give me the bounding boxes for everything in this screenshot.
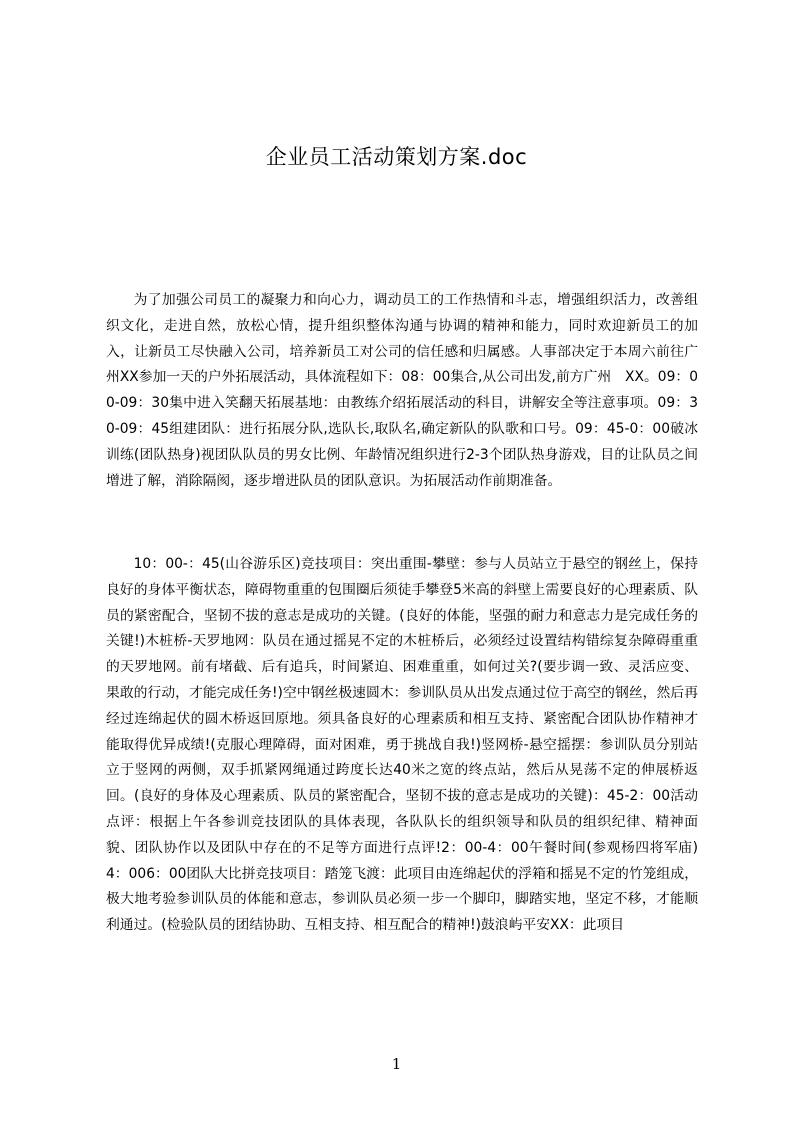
body-paragraph-intro: 为了加强公司员工的凝聚力和向心力，调动员工的工作热情和斗志，增强组织活力，改善组织文化，走进自然，放松心情，提升组织整体沟通与协调的精神和能力，同时欢迎新员工的加入，让新员工尽快融入公司，培养新员工对公司的信任感和归属感。人事部决定于本周六前往广州XX参加一天的户外拓展活动，具体流程如下：08：00集合,从公司出发,前方广州 XX。09：00-09：30集中进入笑翻天拓展基地：由教练介绍拓展活动的科目，讲解安全等注意事项。09：30-09：45组建团队：进行拓展分队,选队长,取队名,确定新队的队歌和口号。09：45-0：00破冰训练(团队热身)视团队队员的男女比例、年龄情况组织进行2-3个团队热身游戏，目的让队员之间增进了解，消除隔阂，逐步增进队员的团队意识。为拓展活动作前期准备。 bbox=[106, 292, 698, 489]
page-number: 1 bbox=[391, 1055, 402, 1073]
body-paragraph-schedule: 10：00-：45(山谷游乐区)竞技项目：突出重围-攀壁：参与人员站立于悬空的钢丝上，保持良好的身体平衡状态，障碍物重重的包围圈后须徒手攀登5米高的斜壁上需要良好的心理素质、队员的紧密配合，坚韧不拔的意志是成功的关键。(良好的体能，坚强的耐力和意志力是完成任务的关键!)木桩桥-天罗地网：队员在通过摇晃不定的木桩桥后，必须经过设置结构错综复杂障碍重重的天罗地网。前有堵截、后有追兵，时间紧迫、困难重重，如何过关?(要步调一致、灵活应变、果敢的行动，才能完成任务!)空中钢丝极速圆木：参训队员从出发点通过位于高空的钢丝，然后再经过连绵起伏的圆木桥返回原地。须具备良好的心理素质和相互支持、紧密配合团队协作精神才能取得优异成绩!(克服心理障碍，面对困难，勇于挑战自我!)竖网桥-悬空摇摆：参训队员分别站立于竖网的两侧，双手抓紧网绳通过跨度长达40米之宽的终点站，然后从晃荡不定的伸展桥返回。(良好的身体及心理素质、队员的紧密配合，坚韧不拔的意志是成功的关键)：45-2：00活动点评：根据上午各参训竞技团队的具体表现，各队队长的组织领导和队员的组织纪律、精神面貌、团队协作以及团队中存在的不足等方面进行点评!2：00-4：00午餐时间(参观杨四将军庙)4：006：00团队大比拼竞技项目：踏笼飞渡：此项目由连绵起伏的浮箱和摇晃不定的竹笼组成，极大地考验参训队员的体能和意志，参训队员必须一步一个脚印，脚踏实地，坚定不移，才能顺利通过。(检验队员的团结协助、互相支持、相互配合的精神!)鼓浪屿平安XX：此项目 bbox=[106, 556, 698, 934]
document-title: 企业员工活动策划方案.doc bbox=[265, 145, 528, 169]
